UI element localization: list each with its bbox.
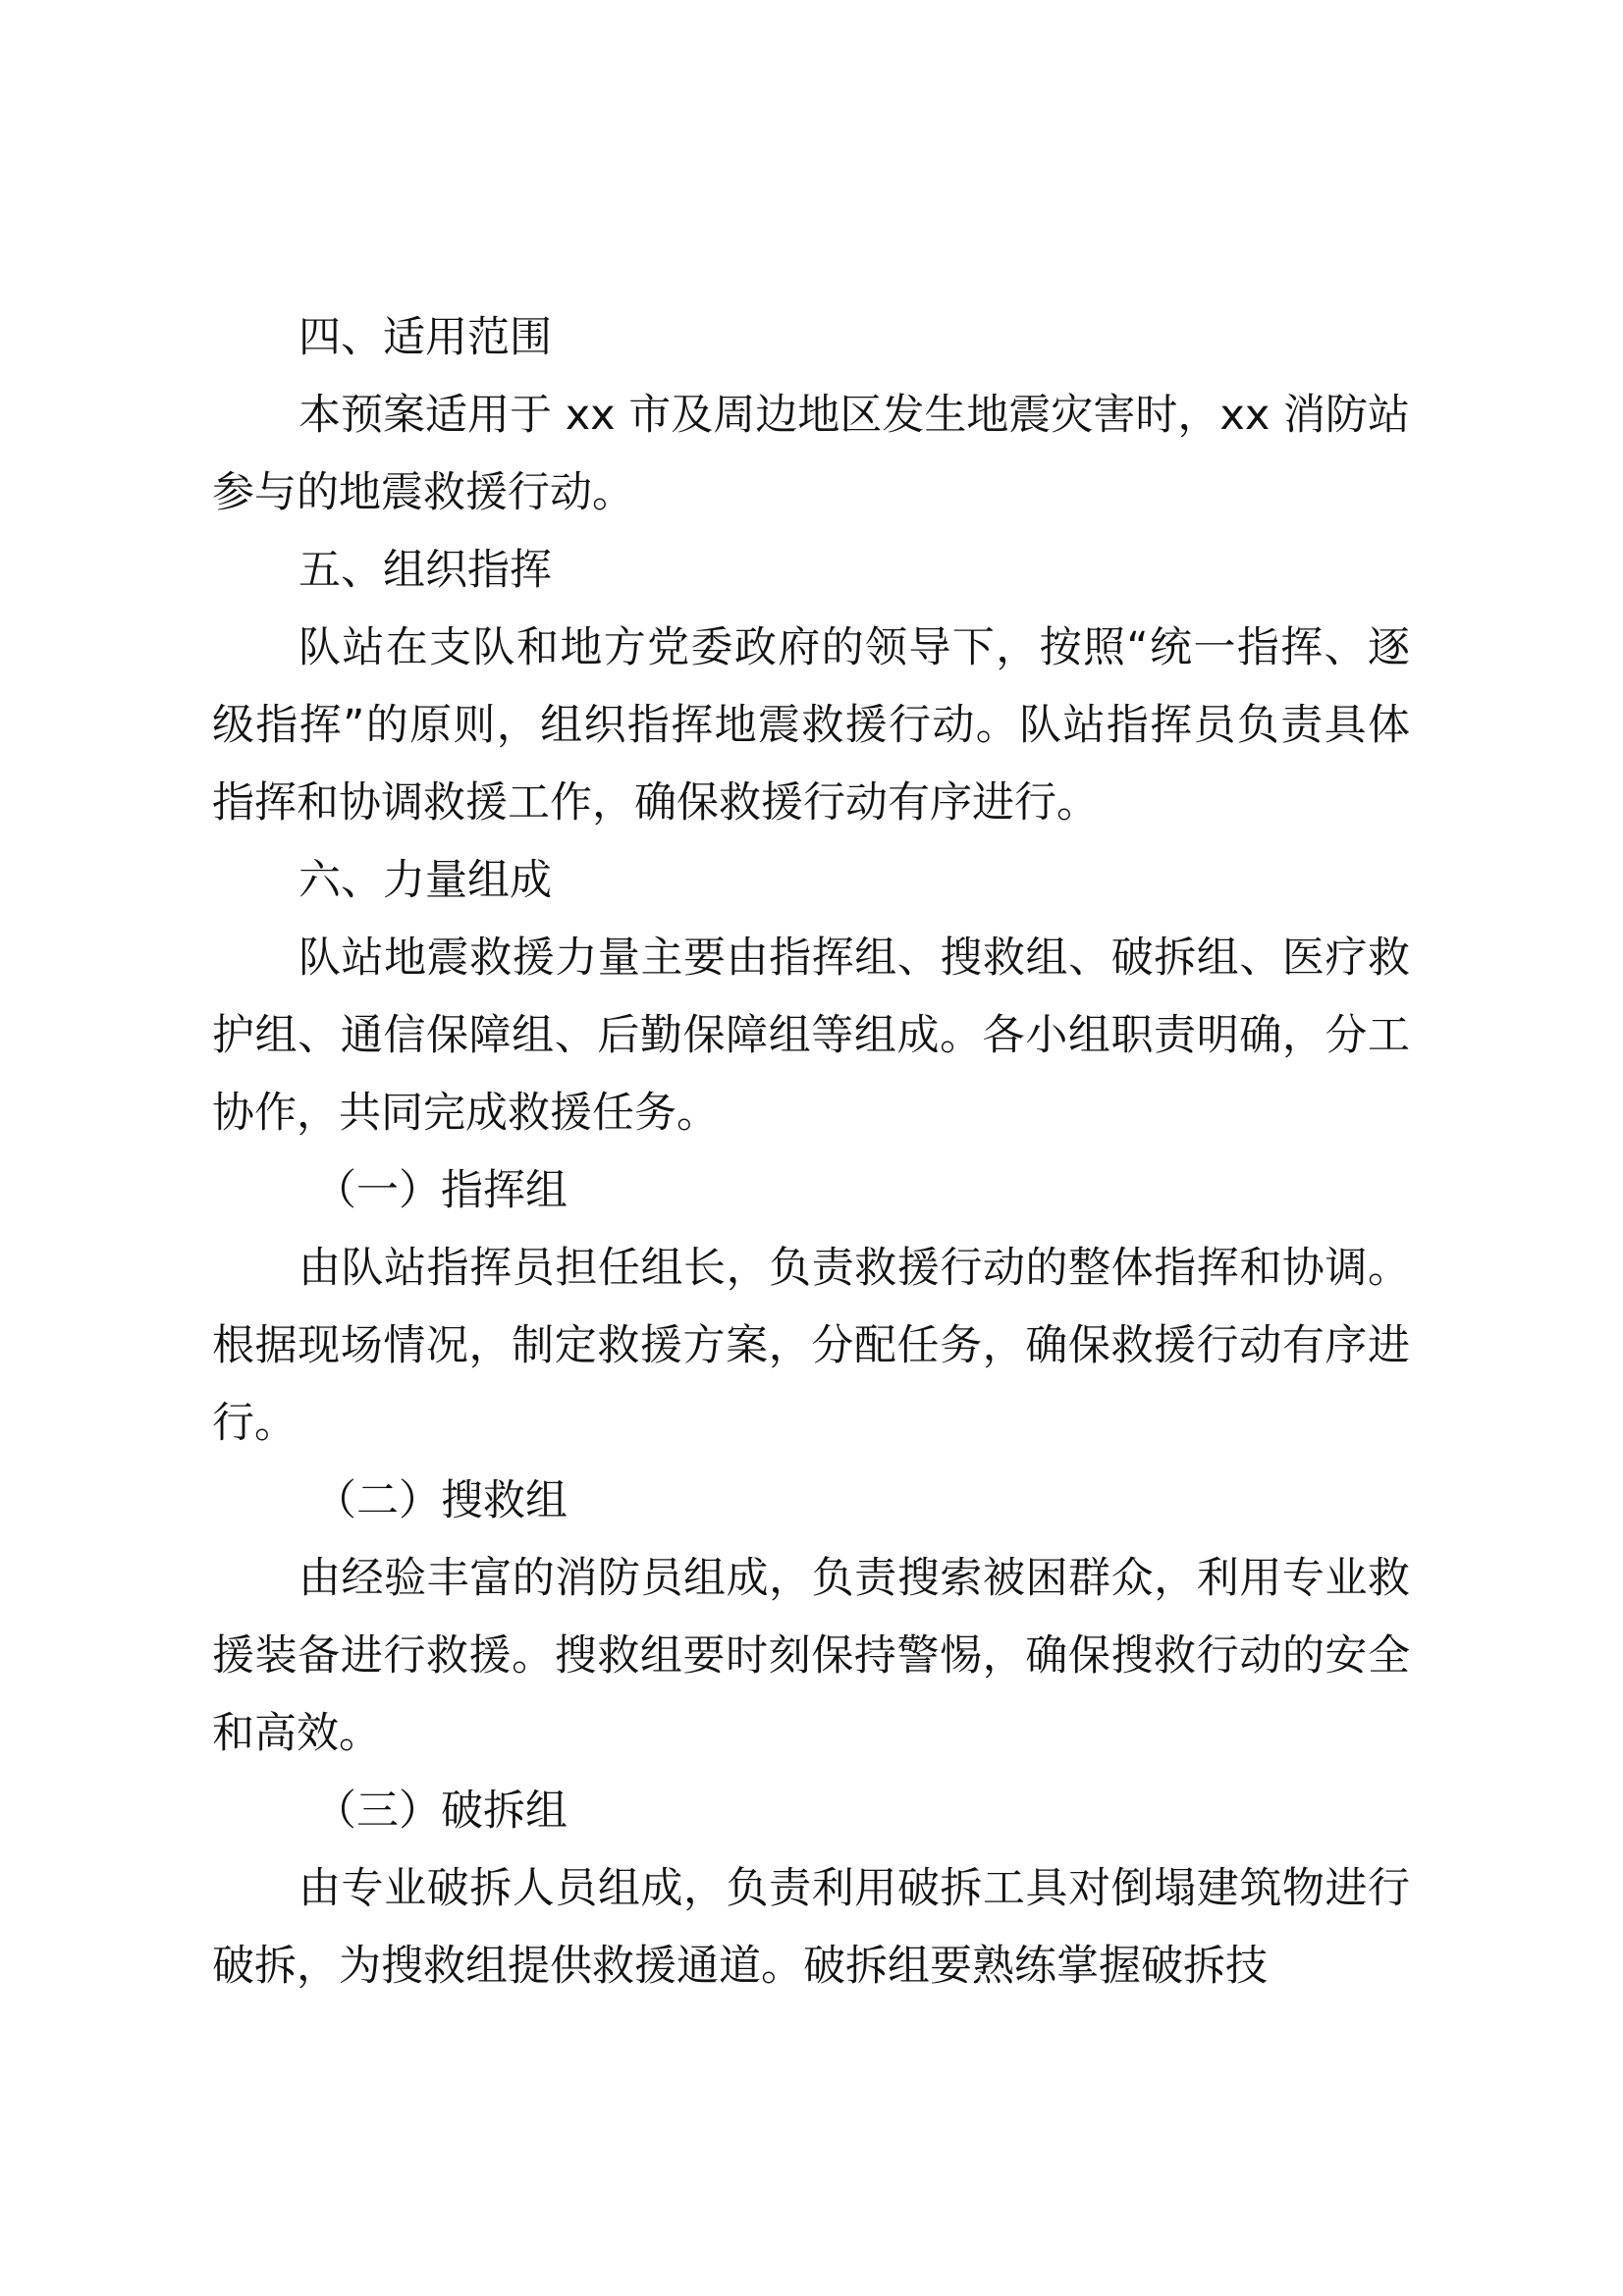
paragraph-search-group: 由经验丰富的消防员组成，负责搜索被困群众，利用专业救援装备进行救援。搜救组要时刻保持警惕，确保搜救行动的安全和高效。 [212,1554,1410,1758]
section-heading-scope: 四、适用范围 [298,313,552,362]
paragraph-forces: 队站地震救援力量主要由指挥组、搜救组、破拆组、医疗救护组、通信保障组、后勤保障组等组成。各小组职责明确，分工协作，共同完成救援任务。 [212,934,1410,1138]
subheading-command-group: （一）指挥组 [314,1166,568,1215]
document-page [212,299,1410,2005]
section-heading-command: 五、组织指挥 [298,546,552,595]
paragraph-scope: 本预案适用于 xx 市及周边地区发生地震灾害时，xx 消防站参与的地震救援行动。 [212,391,1410,517]
section-heading-forces: 六、力量组成 [298,856,552,905]
paragraph-demolition-group: 由专业破拆人员组成，负责利用破拆工具对倒塌建筑物进行破拆，为搜救组提供救援通道。破拆组要熟练掌握破拆技 [212,1864,1410,1991]
subheading-search-group: （二）搜救组 [314,1476,568,1525]
paragraph-command: 队站在支队和地方党委政府的领导下，按照“统一指挥、逐级指挥”的原则，组织指挥地震救援行动。队站指挥员负责具体指挥和协调救援工作，确保救援行动有序进行。 [212,623,1410,828]
paragraph-command-group: 由队站指挥员担任组长，负责救援行动的整体指挥和协调。根据现场情况，制定救援方案，分配任务，确保救援行动有序进行。 [212,1244,1410,1448]
subheading-demolition-group: （三）破拆组 [314,1787,568,1836]
